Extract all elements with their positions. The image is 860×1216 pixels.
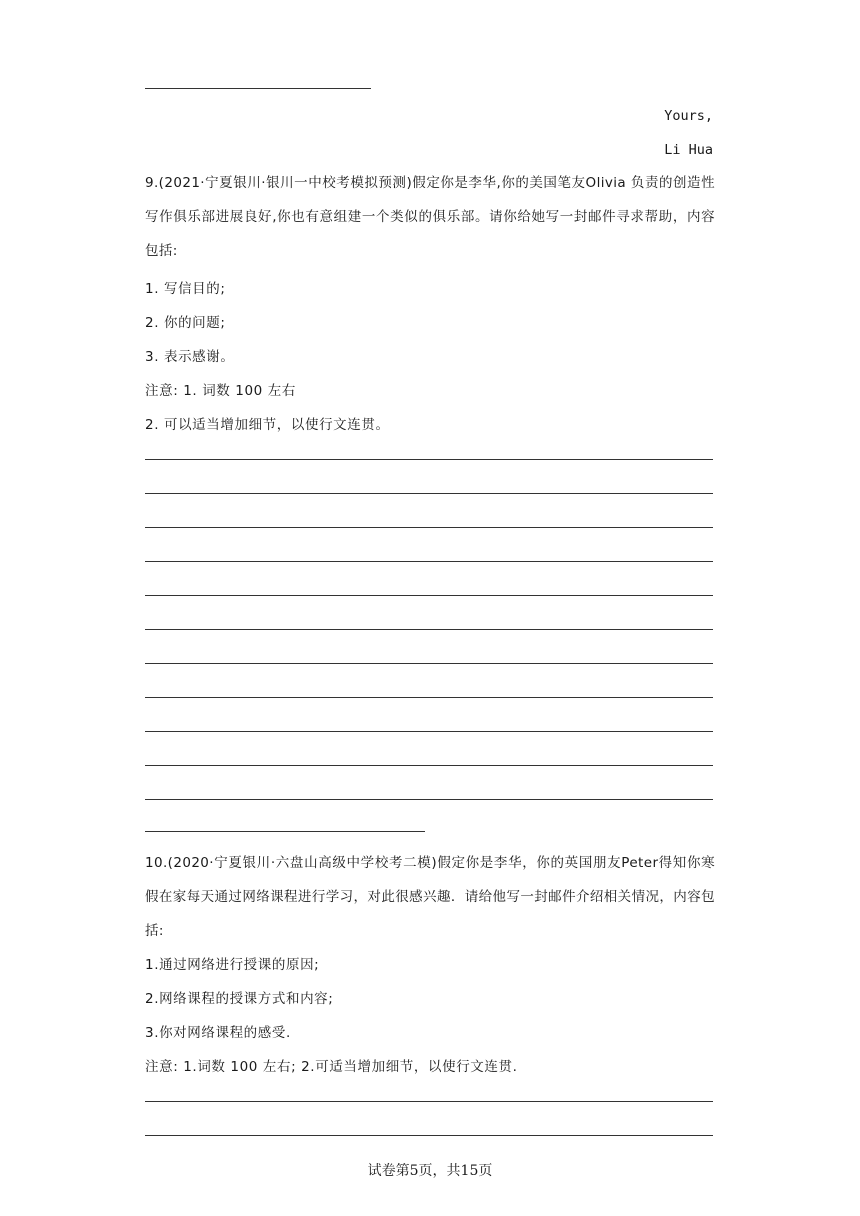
- answer-line: [145, 595, 713, 596]
- q9-item-2: 2. 你的问题;: [145, 315, 226, 331]
- q9-note-1: 注意: 1. 词数 100 左右: [145, 383, 296, 399]
- sign-off: Yours,: [664, 108, 713, 124]
- answer-line: [145, 629, 713, 630]
- answer-line: [145, 697, 713, 698]
- q9-note-2: 2. 可以适当增加细节，以使行文连贯。: [145, 417, 390, 433]
- answer-line: [145, 831, 425, 832]
- page-footer: 试卷第5页，共15页: [367, 1163, 493, 1179]
- answer-line: [145, 731, 713, 732]
- answer-line: [145, 1135, 713, 1136]
- answer-line: [145, 493, 713, 494]
- answer-line: [145, 459, 713, 460]
- q9-item-3: 3. 表示感谢。: [145, 349, 235, 365]
- answer-line: [145, 1101, 713, 1102]
- answer-line: [145, 527, 713, 528]
- q9-item-1: 1. 写信目的;: [145, 281, 226, 297]
- q10-item-2: 2.网络课程的授课方式和内容;: [145, 991, 334, 1007]
- answer-line: [145, 561, 713, 562]
- signature: Li Hua: [664, 142, 713, 158]
- q10-item-3: 3.你对网络课程的感受.: [145, 1025, 291, 1041]
- answer-line: [145, 799, 713, 800]
- question-10-prompt: 10.(2020·宁夏银川·六盘山高级中学校考二模)假定你是李华，你的英国朋友Peter得知你寒假在家每天通过网络课程进行学习，对此很感兴趣．请给他写一封邮件介绍相关情况，内容包括:: [145, 855, 715, 939]
- answer-line: [145, 88, 371, 89]
- q10-note: 注意: 1.词数 100 左右; 2.可适当增加细节，以使行文连贯.: [145, 1059, 518, 1075]
- answer-line: [145, 663, 713, 664]
- answer-line: [145, 765, 713, 766]
- question-9-prompt: 9.(2021·宁夏银川·银川一中校考模拟预测)假定你是李华,你的美国笔友Olivia 负责的创造性写作俱乐部进展良好,你也有意组建一个类似的俱乐部。请你给她写一封邮件寻求帮助，内容包括:: [145, 175, 715, 259]
- q10-item-1: 1.通过网络进行授课的原因;: [145, 957, 320, 973]
